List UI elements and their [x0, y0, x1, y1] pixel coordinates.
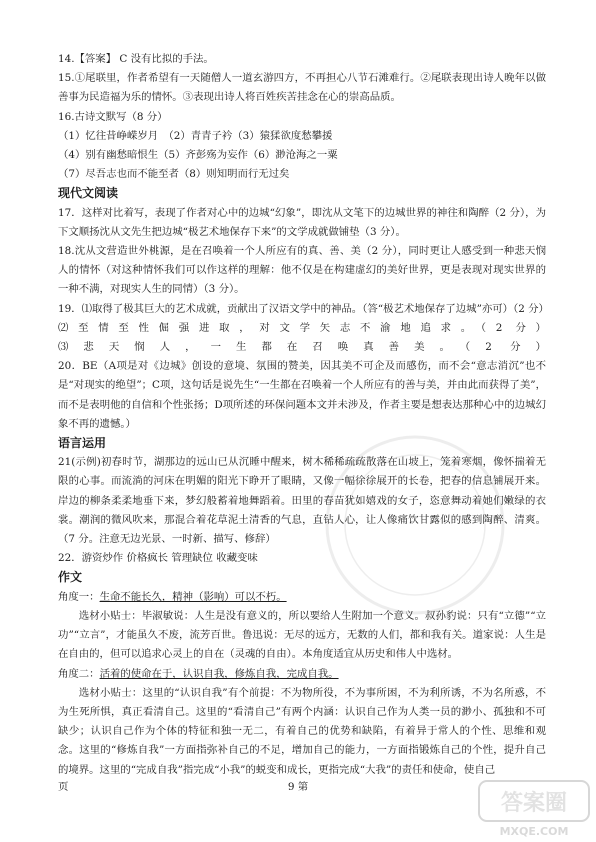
answer-paragraph: 15.①尾联里，作者希望有一天随僧人一道玄游四方，不再担心八节石滩难行。②尾联表现出诗人晚年以做善事为民造福为乐的情怀。③表现出诗人将百姓疾苦挂念在心的崇高品质。 [58, 72, 546, 104]
answer-content [58, 50, 549, 780]
section-heading: 现代文阅读 [58, 186, 119, 201]
answer-paragraph: 18.沈从文营造世外桃源，是在召唤着一个人所应有的真、善、美（2 分），同时更让人感受到一种悲天悯人的情怀（对这种情怀我们可以作这样的理解：他不仅是在构建虚幻的美好世界，更是表现对现实世界的一种不满，对现实人生的同情）（3 分）。 [58, 245, 546, 296]
answer-paragraph: 角度二：活着的使命在于，认识自我，修炼自我，完成自我。 [58, 667, 339, 680]
answer-paragraph: 选材小贴士：毕淑敏说：人生是没有意义的，所以要给人生附加一个意义。叔孙豹说：只有“立德”“立功”“立言”，才能虽久不废，流芳百世。鲁迅说：无尽的远方，无数的人们，都和我有关。道家说：人生是在自由的，但可以追求心灵上的自在（灵魂的自由）。本角度适宜从历史和伟人中选材。 [58, 609, 546, 661]
answer-paragraph: （7）尽吾志也而不能至者（8）则知明而行无过矣 [58, 168, 290, 181]
answer-paragraph: 角度一：生命不能长久，精神（影响）可以不朽。 [58, 590, 287, 603]
answer-paragraph: 19．⑴取得了极其巨大的艺术成就，贡献出了汉语文学中的神品。（答“极艺术地保存了边城”亦可）（2 分） [58, 302, 549, 315]
footer-page-number: 9 第 [287, 781, 309, 793]
footer-page-label: 页 [58, 781, 69, 793]
section-heading: 语言运用 [58, 436, 107, 451]
section-heading: 作文 [58, 570, 83, 585]
answer-paragraph: ⑶悲天悯人，一生都在召唤真善美。（2 分） [58, 341, 546, 354]
answer-paragraph: （1）忆往昔峥嵘岁月 （2）青青子衿（3）猿猱欲度愁攀援 [58, 129, 333, 142]
answer-paragraph: 16.古诗文默写（8 分） [58, 110, 168, 123]
answer-paragraph: 17．这样对比着写，表现了作者对心中的边城“幻象”，即沈从文笔下的边城世界的神往和陶醉（2 分），为下文顺扬沈从文先生把边城“极艺术地保存下来”的文学成就做铺垫（3 分）。 [58, 206, 546, 238]
answer-paragraph: 选材小贴士：这里的“认识自我”有个前提：不为物所役，不为事所困，不为利所诱，不为名所惑，不为生死所惧，真正看清自己。这里的“看清自己”有两个内涵：认识自己作为人类一员的渺小、孤独和不可缺少；认识自己作为个体的特征和独一无二，有着自己的优势和缺陷，有着异于常人的个性、思维和观念。这里的“修炼自我”一方面指弥补自己的不足，增加自己的能力，一方面指锻炼自己的个性，提升自己的境界。这里的“完成自我”指完成“小我”的蜕变和成长，更指完成“大我”的责任和使命，使自己 [58, 686, 546, 776]
answer-paragraph: 20．BE（A项是对《边城》创设的意境、氛围的赞美，因其美不可企及而感伤，而不会“意志消沉”也不是“对现实的绝望”；C项，这句话是说先生“一生都在召唤着一个人所应有的善与美，并由此而获得了美”，而不是表明他的自信和个性张扬；D项所述的环保问题本文并未涉及，作者主要是想表达那种心中的边城幻象不再的遗憾。） [58, 360, 546, 430]
answer-paragraph: 22．游资炒作 价格疯长 管理缺位 收藏变味 [58, 552, 258, 565]
answer-paragraph: 14.【答案】 C 没有比拟的手法。 [58, 53, 214, 65]
answer-paragraph: （4）别有幽愁暗恨生（5）齐彭殇为妄作（6）渺沧海之一粟 [58, 149, 338, 162]
answer-paragraph: 21(示例)初春时节，湖那边的远山已从沉睡中醒来，树木稀稀疏疏散落在山坡上，笼着寒烟，像怀揣着无限的心事。而流淌的河床在明媚的阳光下睁开了眼睛，又像一幅徐徐展开的长卷，把春的信息铺展开来。岸边的柳条柔柔地垂下来，梦幻般蓄着地舞蹈着。田里的春苗犹如嬉戏的女子，恣意舞动着她们嫩绿的衣裳。潮润的微风吹来，那混合着花草泥土清香的气息，直钻人心，让人像痛饮甘露似的感到陶醉、清爽。（7 分。注意无边光景、一时新、描写、修辞） [58, 456, 546, 546]
svg-text:答案圈: 答案圈 [500, 791, 568, 816]
svg-text:MXQE.COM: MXQE.COM [499, 825, 569, 838]
answer-paragraph: ⑵至情至性倔强进取，对文学矢志不渝地追求。（2 分） [58, 321, 546, 334]
